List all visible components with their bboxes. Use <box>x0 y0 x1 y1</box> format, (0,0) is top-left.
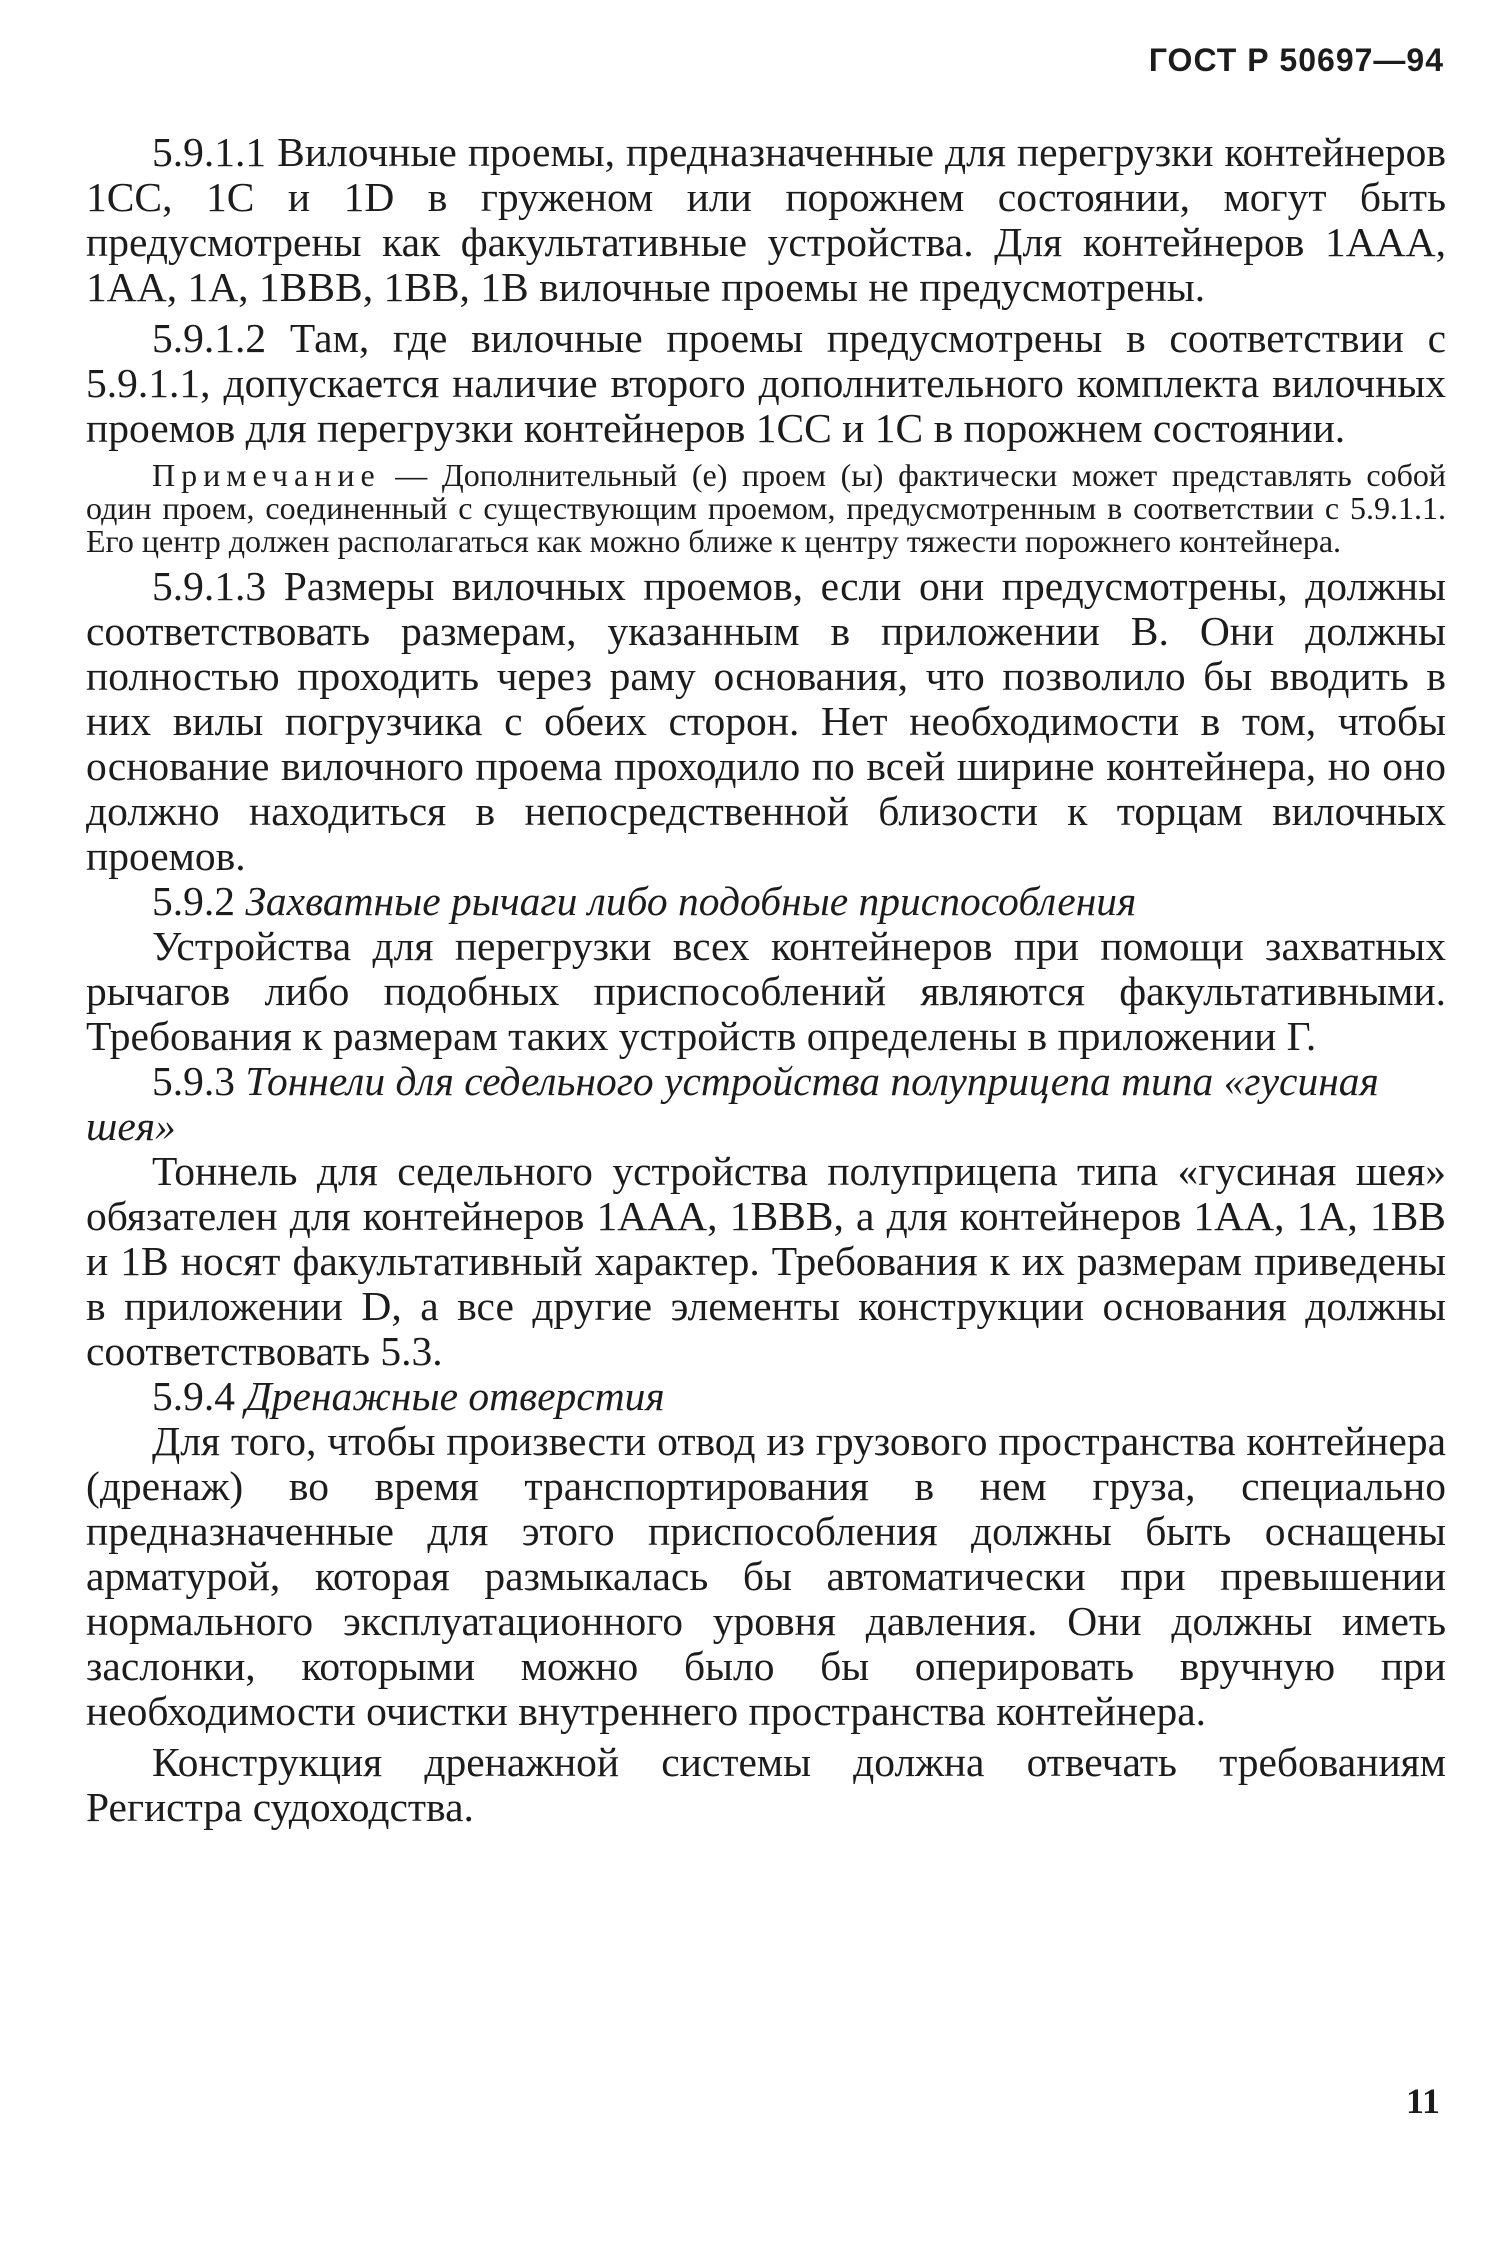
paragraph-5-9-4-a: Для того, чтобы произвести отвод из грузового пространства контейнера (дренаж) во время транспортирования в нем груза, специально предназначенные для этого приспособления должны быть оснащены арматурой, которая размыкалась бы автоматически при превышении нормального эксплуатационного уровня давления. Они должны иметь заслонки, которыми можно было бы оперировать вручную при необходимости очистки внутреннего пространства контейнера. <box>86 1418 1446 1734</box>
standard-header: ГОСТ Р 50697—94 <box>1148 42 1444 78</box>
page-number: 11 <box>1405 2081 1440 2121</box>
note <box>86 459 1446 558</box>
section-title: Захватные рычаги либо подобные приспособления <box>245 878 1137 924</box>
section-number: 5.9.4 <box>152 1373 246 1419</box>
note-text: — Дополнительный (е) проем (ы) фактически может представлять собой один проем, соединенный с существующим проемом, предусмотренным в соответствии с 5.9.1.1. Его центр должен располагаться как можно ближе к центру тяжести порожнего контейнера. <box>86 457 1446 559</box>
heading-5-9-2 <box>86 879 1446 924</box>
paragraph-5-9-4-b: Конструкция дренажной системы должна отвечать требованиям Регистра судоходства. <box>86 1739 1446 1830</box>
section-number: 5.9.3 <box>152 1058 246 1104</box>
note-label: Примечание <box>152 457 381 493</box>
section-number: 5.9.2 <box>152 878 246 924</box>
heading-5-9-4 <box>86 1374 1446 1419</box>
section-title: Тоннели для седельного устройства полуприцепа типа «гусиная шея» <box>86 1058 1379 1149</box>
heading-5-9-3 <box>86 1059 1446 1149</box>
paragraph-5-9-2: Устройства для перегрузки всех контейнеров при помощи захватных рычагов либо подобных приспособлений являются факультативными. Требования к размерам таких устройств определены в приложении Г. <box>86 923 1446 1059</box>
document-body <box>86 130 1446 1830</box>
section-title: Дренажные отверстия <box>245 1373 665 1419</box>
paragraph-5-9-3: Тоннель для седельного устройства полуприцепа типа «гусиная шея» обязателен для контейнеров 1AAA, 1BBB, а для контейнеров 1AA, 1A, 1BB и 1B носят факультативный характер. Требования к их размерам приведены в приложении D, а все другие элементы конструкции основания должны соответствовать 5.3. <box>86 1148 1446 1374</box>
paragraph-5-9-1-3: 5.9.1.3 Размеры вилочных проемов, если они предусмотрены, должны соответствовать размерам, указанным в приложении В. Они должны полностью проходить через раму основания, что позволило бы вводить в них вилы погрузчика с обеих сторон. Нет необходимости в том, чтобы основание вилочного проема проходило по всей ширине контейнера, но оно должно находиться в непосредственной близости к торцам вилочных проемов. <box>86 563 1446 879</box>
paragraph-5-9-1-2: 5.9.1.2 Там, где вилочные проемы предусмотрены в соответствии с 5.9.1.1, допускается наличие второго дополнительного комплекта вилочных проемов для перегрузки контейнеров 1CC и 1C в порожнем состоянии. <box>86 315 1446 451</box>
paragraph-5-9-1-1: 5.9.1.1 Вилочные проемы, предназначенные для перегрузки контейнеров 1CC, 1C и 1D в груженом или порожнем состоянии, могут быть предусмотрены как факультативные устройства. Для контейнеров 1AAA, 1AA, 1A, 1BBB, 1BB, 1B вилочные проемы не предусмотрены. <box>86 129 1446 310</box>
